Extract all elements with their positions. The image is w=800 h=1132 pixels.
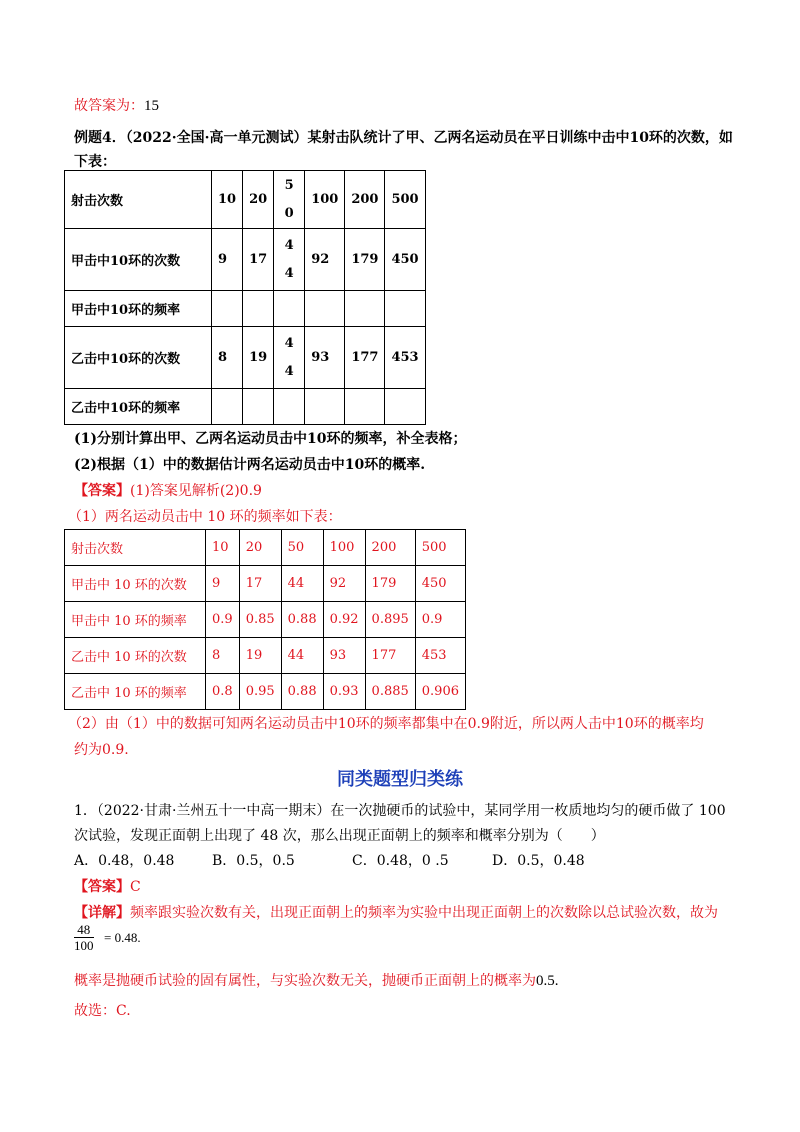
- table-row: [65, 327, 426, 389]
- table-cell: 93: [305, 327, 345, 389]
- answer-line: [74, 480, 262, 500]
- table-cell: [274, 389, 305, 425]
- table-cell: 乙击中10环的次数: [65, 327, 212, 389]
- table-cell: [305, 291, 345, 327]
- table-cell: 0.9: [415, 602, 465, 638]
- table-row: [65, 389, 426, 425]
- table-header-row: [65, 171, 426, 229]
- table-cell: 0.885: [365, 674, 415, 710]
- detail-line2: [74, 970, 559, 990]
- table-cell: 93: [323, 638, 365, 674]
- previous-answer-label: 故答案为：: [74, 98, 144, 114]
- problem-statement-line2: 次试验，发现正面朝上出现了 48 次，那么出现正面朝上的频率和概率分别为（ ）: [74, 828, 605, 844]
- table-cell: 9: [212, 229, 243, 291]
- fraction-numerator: 48: [74, 922, 94, 938]
- table-cell: 9: [206, 566, 240, 602]
- table-cell: [385, 291, 425, 327]
- table-cell: 乙击中10环的频率: [65, 389, 212, 425]
- table-cell: 19: [243, 327, 274, 389]
- table-cell: 200: [365, 530, 415, 566]
- problem-answer-line: [74, 876, 141, 896]
- table-cell: 射击次数: [65, 530, 206, 566]
- option-d: D．0.5，0.48: [492, 853, 585, 869]
- conclusion: 故选：C.: [74, 1003, 131, 1019]
- cell-text: 5 0: [284, 177, 294, 221]
- table-cell: 乙击中 10 环的频率: [65, 674, 206, 710]
- option-b: B．0.5，0.5: [212, 853, 295, 869]
- table-cell: 50: [281, 530, 323, 566]
- table-cell: 92: [323, 566, 365, 602]
- table-cell: 177: [345, 327, 385, 389]
- table-cell: 甲击中 10 环的频率: [65, 602, 206, 638]
- fraction-denominator: 100: [74, 938, 94, 953]
- table-cell: 0.95: [239, 674, 281, 710]
- table-cell: [212, 291, 243, 327]
- table-row: [65, 638, 466, 674]
- table-row: [65, 602, 466, 638]
- table-cell: 10: [206, 530, 240, 566]
- table-cell: 450: [385, 229, 425, 291]
- table-cell: [274, 327, 305, 389]
- table-cell: 177: [365, 638, 415, 674]
- table-row: [65, 674, 466, 710]
- detail-line1: [74, 902, 718, 922]
- table-cell: 0.85: [239, 602, 281, 638]
- table-cell: 44: [281, 638, 323, 674]
- table-cell: 乙击中 10 环的次数: [65, 638, 206, 674]
- table-cell: 179: [365, 566, 415, 602]
- table-cell: 10: [212, 171, 243, 229]
- detail-text: 频率跟实验次数有关，出现正面朝上的频率为实验中出现正面朝上的次数除以总试验次数，故为: [130, 905, 718, 921]
- table-cell: 0.895: [365, 602, 415, 638]
- table-cell: 0.88: [281, 674, 323, 710]
- table-cell: 0.9: [206, 602, 240, 638]
- table-cell: 100: [305, 171, 345, 229]
- table-cell: 92: [305, 229, 345, 291]
- table-cell: 0.92: [323, 602, 365, 638]
- previous-answer-line: [74, 95, 159, 115]
- problem-answer-value: C: [130, 879, 141, 895]
- table-cell: [212, 389, 243, 425]
- table-cell: 500: [385, 171, 425, 229]
- section-heading: 同类题型归类练: [337, 769, 463, 790]
- answer-tag: 【答案】: [74, 483, 130, 499]
- table-cell: 0.88: [281, 602, 323, 638]
- question-part1: (1)分别计算出甲、乙两名运动员击中10环的频率，补全表格；: [74, 431, 467, 447]
- fraction-expression: [74, 922, 141, 953]
- cell-text: 4 4: [284, 237, 294, 281]
- table-cell: 19: [239, 638, 281, 674]
- table-cell: 0.93: [323, 674, 365, 710]
- answer-text: (1)答案见解析(2)0.9: [130, 483, 262, 499]
- table-cell: 17: [239, 566, 281, 602]
- table-cell: [274, 291, 305, 327]
- table-cell: 0.8: [206, 674, 240, 710]
- problem-statement-line1: 1．（2022·甘肃·兰州五十一中高一期末）在一次抛硬币的试验中，某同学用一枚质地均匀的硬币做了 100: [74, 803, 726, 819]
- table-cell: 17: [243, 229, 274, 291]
- table-cell: [243, 389, 274, 425]
- table-cell: 8: [206, 638, 240, 674]
- example-statement-line1: 例题4．（2022·全国·高一单元测试）某射击队统计了甲、乙两名运动员在平日训练中击中10环的次数，如: [74, 130, 733, 146]
- question-table: [64, 170, 426, 425]
- table-cell: [385, 389, 425, 425]
- table-cell: [274, 229, 305, 291]
- table-cell: 450: [415, 566, 465, 602]
- table-cell: [345, 389, 385, 425]
- table-cell: 44: [281, 566, 323, 602]
- table-cell: 453: [415, 638, 465, 674]
- example-statement-line2: 下表：: [74, 154, 116, 170]
- problem-answer-tag: 【答案】: [74, 879, 130, 895]
- previous-answer-value: 15: [144, 98, 159, 114]
- table-cell: 射击次数: [65, 171, 212, 229]
- table-cell: 500: [415, 530, 465, 566]
- table-cell: 20: [243, 171, 274, 229]
- table-header-row: [65, 530, 466, 566]
- table-cell: 200: [345, 171, 385, 229]
- table-cell: [305, 389, 345, 425]
- table-row: [65, 229, 426, 291]
- table-cell: 甲击中10环的频率: [65, 291, 212, 327]
- table-cell: [345, 291, 385, 327]
- detail-text-2: 概率是抛硬币试验的固有属性，与实验次数无关，抛硬币正面朝上的概率为: [74, 973, 536, 989]
- table-cell: 20: [239, 530, 281, 566]
- table-cell: 甲击中10环的次数: [65, 229, 212, 291]
- table-cell: [243, 291, 274, 327]
- table-cell: 甲击中 10 环的次数: [65, 566, 206, 602]
- table-cell: [274, 171, 305, 229]
- option-c: C．0.48，0 .5: [352, 853, 449, 869]
- answer-part1-intro: （1）两名运动员击中 10 环的频率如下表：: [68, 509, 342, 525]
- table-cell: 453: [385, 327, 425, 389]
- detail-probability-value: 0.5.: [536, 973, 559, 989]
- table-row: [65, 291, 426, 327]
- table-cell: 0.906: [415, 674, 465, 710]
- cell-text: 4 4: [284, 335, 294, 379]
- table-cell: 100: [323, 530, 365, 566]
- table-cell: 179: [345, 229, 385, 291]
- table-row: [65, 566, 466, 602]
- answer-part2-line2: 约为0.9.: [74, 742, 129, 758]
- answer-part2-line1: （2）由（1）中的数据可知两名运动员击中10环的频率都集中在0.9附近，所以两人击中10环的概率均: [68, 716, 704, 732]
- answer-table: [64, 529, 466, 710]
- detail-tag: 【详解】: [74, 905, 130, 921]
- option-a: A．0.48，0.48: [74, 853, 175, 869]
- fraction-result: = 0.48.: [104, 930, 141, 945]
- question-part2: (2)根据（1）中的数据估计两名运动员击中10环的概率.: [74, 457, 426, 473]
- table-cell: 8: [212, 327, 243, 389]
